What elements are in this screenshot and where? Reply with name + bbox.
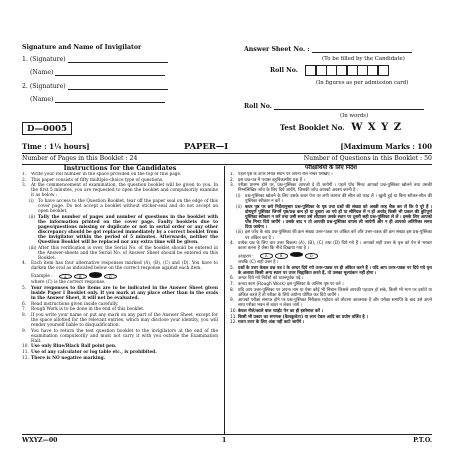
instruction-hi-item [230, 241, 432, 251]
instruction-hi-item-number: 2. [230, 177, 235, 183]
instruction-en-item-number: 8. [22, 312, 27, 318]
instruction-en-item-text: There is NO negative marking. [31, 355, 106, 361]
answer-sheet-note: (To be filled by the Candidate) [322, 56, 405, 62]
instruction-en-item [22, 215, 218, 245]
instructions-en-title: Instructions for the Candidates [63, 164, 177, 172]
instruction-hi-item-text: अन्दर दिये गये निर्देशों को ध्यानपूर्वक पढ़ें । [238, 276, 304, 282]
instruction-en-item-text: You have to return the test question booklet to the invigilators at the end of the examination compulsorily and must not carry it with you outside the Examination Hall. [31, 328, 218, 344]
instruction-en-item-text: Your responses to the items are to be indicated in the Answer Sheet given inside Paper I Booklet only. If you mark at any place other than in the ovals in the Answer Sheet, it will not be evaluated. [31, 285, 218, 301]
test-booklet-label: Test Booklet No. [280, 123, 345, 132]
instruction-hi-item-number: 3. [230, 183, 235, 189]
instruction-en-example-ovals [59, 272, 119, 280]
instruction-hi-item-text: उदाहरण : [238, 254, 254, 260]
instruction-hi-item-text: यदि आप उत्तर-पुस्तिका पर अपना नाम या ऐसा कोई भी निशान जिससे आपकी पहचान हो सके, किसी भी भाग पर दर्शाते या अंकित करते हैं तो परीक्षा के लिये अयोग्य घोषित कर दिये जायेंगे । [238, 287, 432, 298]
instruction-hi-item [230, 282, 432, 287]
roll-words-note: (In words) [340, 113, 369, 119]
test-booklet-row [280, 123, 402, 132]
instruction-en-item [22, 350, 218, 355]
instruction-hi-item-text: प्रत्येक प्रश्न के लिए चार उत्तर विकल्प (A), (B), (C) तथा (D) दिये गये हैं । आपको सही उत्तर के वृत्त को पेन से भरकर काला करना है जैसा कि नीचे दिखाया गया है । [238, 241, 432, 252]
instruction-hi-item-text: प्रश्नों के उत्तर केवल प्रश्न पत्र I के अन्दर दिये गये उत्तर-पत्रक पर ही अंकित करने हैं । यदि आप उत्तर-पत्रक पर दिये गये वृत्त के अलावा किसी अन्य स्थान पर उत्तर चिह्नांकित करते हैं, तो उसका मूल्यांकन नहीं होगा । [238, 265, 432, 276]
instruction-en-item-number: (iii) [29, 245, 37, 251]
roll-no-words-label: Roll No. [244, 103, 272, 110]
instruction-en-item-text: At the commencement of examination, the question booklet will be given to you. In the first 5 minutes, you are requested to open the booklet and compulsorily examine it as below : [31, 183, 218, 199]
instruction-en-item-number: 7. [22, 307, 27, 313]
instruction-hi-item [230, 266, 432, 276]
answer-sheet-line[interactable] [312, 52, 412, 53]
instruction-hi-item-text: किसी भी प्रकार का संगणक (कैलकुलेटर) या लाग टेबल आदि का प्रयोग वर्जित है । [238, 314, 368, 320]
instruction-hi-item-text: पहले पृष्ठ के ऊपर नियत स्थान पर अपना रोल नम्बर लिखिए । [238, 172, 333, 177]
instruction-hi-item [230, 183, 432, 193]
paper-code: D—0005 [27, 124, 67, 134]
instruction-en-item-number: 4. [22, 261, 27, 267]
name-2-label: (Name) [30, 96, 54, 103]
instruction-hi-item-text: कच्चा काम (Rough Work) इस पुस्तिका के अन्तिम पृष्ठ पर करें । [238, 281, 344, 287]
instruction-hi-item-number: 12. [230, 320, 237, 326]
answer-sheet-row [244, 46, 412, 53]
instruction-en-item-number: 1. [22, 172, 27, 177]
rule-top [22, 153, 432, 154]
instructions-en-list [22, 172, 218, 434]
instruction-hi-item-number: 7. [230, 281, 235, 287]
instruction-hi-item [230, 205, 432, 230]
instruction-en-item-text: If you write your name or put any mark on any part of the Answer Sheet, except for the space allotted for the relevant entries, which may disclose your identity, you will render yourself liable to disqualification. [31, 312, 218, 328]
roll-digit-box[interactable] [378, 65, 389, 76]
instructions-hi-title: परीक्षार्थियों के लिए निर्देश [305, 165, 357, 171]
instruction-en-item [22, 261, 218, 271]
instruction-hi-item-number: (ii) [236, 204, 242, 210]
footer-page-number: 1 [222, 437, 227, 444]
instruction-hi-item [230, 315, 432, 320]
instruction-en-item-text: Example : [31, 273, 53, 279]
exam-cover-page [22, 3, 432, 449]
instruction-hi-example-oval: D [305, 253, 318, 259]
instruction-en-item-text: Each item has four alternative responses marked (A), (B), (C) and (D). You have to darken the oval as indicated below on the correct response against each item. [31, 261, 218, 272]
instruction-en-item [22, 307, 218, 312]
instruction-hi-item [230, 320, 432, 325]
instruction-en-item-text: This paper consists of fifty multiple-choice type of questions. [31, 177, 164, 183]
instruction-en-item [22, 286, 218, 301]
instruction-en-item [22, 272, 218, 280]
name-2-line[interactable] [55, 102, 165, 103]
instruction-en-item-number: (i) [29, 199, 34, 205]
instruction-en-example-oval: B [74, 274, 87, 280]
name-1-label: (Name) [30, 69, 54, 76]
instruction-hi-item [230, 260, 432, 265]
instruction-hi-item-text: गलत उत्तर के लिए अंक नहीं काटे जायेंगे । [238, 320, 305, 326]
instruction-hi-item [230, 288, 432, 298]
roll-figures-note: (In figures as per admission card) [316, 80, 409, 86]
instruction-en-item [22, 246, 218, 261]
instruction-hi-item-number: 4. [230, 241, 235, 247]
instruction-hi-item [230, 230, 432, 240]
instruction-hi-item [230, 276, 432, 281]
instruction-en-item [22, 329, 218, 344]
max-marks-label: [Maximum Marks : 100 [340, 142, 432, 151]
instruction-en-example-oval: D [104, 274, 117, 280]
footer-rule [22, 434, 432, 435]
instruction-hi-item [230, 309, 432, 314]
instruction-hi-item-number: 6. [230, 276, 235, 282]
roll-no-words-line[interactable] [274, 109, 424, 110]
instruction-hi-example-oval: B [275, 253, 288, 259]
instruction-hi-item-number: 9. [230, 298, 235, 304]
signature-1-line[interactable] [68, 62, 168, 63]
instruction-en-example-oval [89, 272, 102, 278]
instruction-en-item-number: 6. [22, 301, 27, 307]
roll-no-boxes[interactable] [306, 65, 389, 76]
instruction-en-item-text: where (C) is the correct response. [31, 280, 106, 286]
instruction-en-item-number: (ii) [29, 214, 36, 220]
instruction-en-item [22, 199, 218, 214]
instruction-en-item-number: 11. [22, 349, 29, 355]
instruction-en-item-text: Write your roll number in the space provided on the top of this page. [31, 172, 182, 177]
instruction-en-item [22, 356, 218, 361]
instruction-hi-item-number: (i) [236, 193, 241, 199]
instruction-hi-item-number: (iii) [236, 230, 243, 236]
instruction-hi-item [230, 298, 432, 308]
name-1-line[interactable] [55, 75, 165, 76]
time-label: Time : 1¼ hours] [22, 142, 90, 151]
instructions-hi-list [230, 172, 432, 434]
instruction-en-item-text: Use only Blue/Black Ball point pen. [31, 344, 117, 350]
signature-1-label: 1. (Signature) [22, 56, 66, 63]
instruction-en-item-text: Tally the number of pages and number of questions in the booklet with the information printed on the cover page. Faulty booklets due to pages/questions missing or duplicate or not in serial order or any other discrepancy should be got replaced immediately by a correct booklet from the invigilator within the period of 5 minutes. Afterwards, neither the Question Booklet will be replaced nor any extra time will be given. [38, 214, 218, 245]
instruction-hi-item-text: परीक्षा प्रारम्भ होने पर, प्रश्न-पुस्तिका आपको दे दी जायेगी । पहले पाँच मिनट आपको प्रश्न-पुस्तिका खोलने तथा उसकी निम्नलिखित जाँच के लिए दिये जायेंगे, जिसकी जाँच आपको अवश्य करनी है : [238, 183, 432, 194]
instruction-hi-item-text: कवर पृष्ठ पर छपे निर्देशानुसार प्रश्न-पुस्तिका के पृष्ठ तथा प्रश्नों की संख्या को अच्छी तरह चैक कर लें कि ये पूरे हैं । दोषपूर्ण पुस्तिका जिनमें पृष्ठ/प्रश्न कम हों या दुबारा आ गये हों या सीरियल में न हों अर्थात् किसी भी प्रकार की त्रुटिपूर्ण पुस्तिका स्वीकार न करें तथा उसी समय उसे लौटाकर उसके स्थान पर दूसरी सही प्रश्न-पुस्तिका ले लें । इसके लिए आपको पाँच मिनट दिये जायेंगे । उसके बाद न तो आपकी प्रश्न-पुस्तिका वापस ली जायेगी और न ही आपको अतिरिक्त समय दिया जायेगा । [245, 204, 432, 230]
instruction-en-item-text: Use of any calculator or log table etc., is prohibited. [31, 349, 157, 355]
column-divider [224, 166, 225, 434]
instruction-en-item [22, 313, 218, 328]
instruction-hi-item-number: 8. [230, 287, 235, 293]
instruction-hi-item-number: 5. [230, 265, 235, 271]
answer-sheet-label: Answer Sheet No. : [244, 46, 310, 53]
instruction-en-item-number: 10. [22, 344, 29, 350]
instruction-hi-item [230, 172, 432, 177]
questions-count: Number of Questions in this Booklet : 50 [303, 155, 432, 162]
instruction-hi-item [230, 178, 432, 183]
roll-no-figures-row [270, 65, 389, 76]
pages-count: Number of Pages in this Booklet : 24 [22, 155, 138, 162]
instruction-en-item-text: To have access to the Question Booklet, tear off the paper seal on the edge of this cover page. Do not accept a booklet without sticker-seal and do not accept an open booklet. [38, 199, 218, 215]
instruction-hi-item-text: इस जाँच के बाद प्रश्न-पुस्तिका की क्रम संख्या उत्तर-पत्रक पर अंकित करें और उत्तर-पत्रक की क्रम संख्या इस प्रश्न-पुस्तिका पर अंकित कर दें । [245, 230, 432, 241]
instruction-hi-item-number: 10. [230, 308, 237, 314]
instruction-hi-item-text: आपको परीक्षा समाप्त होने पर प्रश्न-पुस्तिका निरीक्षक महोदय को लौटाना आवश्यक है और परीक्षा समाप्ति के बाद उसे अपने साथ परीक्षा भवन से बाहर न लेकर जायें । [238, 298, 432, 309]
instruction-hi-item-text: जबकि (C) सही उत्तर है । [238, 260, 279, 265]
instruction-hi-example-ovals [260, 252, 320, 260]
roll-no-words-row [244, 103, 424, 110]
instruction-en-item [22, 183, 218, 198]
instruction-hi-item [230, 252, 432, 260]
instruction-en-item-number: 5. [22, 285, 27, 291]
instruction-hi-item-text: केवल नीले/काले बाल प्वाईंट पेन का ही इस्तेमाल करें । [238, 308, 324, 314]
instruction-en-item-text: Rough Work is to be done in the end of this booklet. [31, 307, 145, 313]
instruction-en-item [22, 344, 218, 349]
instruction-hi-item [230, 194, 432, 204]
paper-label: PAPER—I [184, 141, 229, 151]
test-booklet-value: W X Y Z [351, 122, 403, 133]
instruction-hi-example-oval [290, 252, 303, 258]
instruction-en-item-number: 9. [22, 328, 27, 334]
instruction-en-item-number: 12. [22, 355, 29, 361]
instruction-hi-item-number: 1. [230, 172, 235, 177]
footer-code: WXYZ—00 [22, 437, 58, 444]
signature-2-label: 2. (Signature) [22, 83, 66, 90]
instruction-en-example-oval: A [59, 274, 72, 280]
instruction-en-item [22, 172, 218, 177]
instruction-en-item-number: 2. [22, 177, 27, 183]
instruction-en-item-text: After this verification is over, the Serial No. of the booklet should be entered in the Answer-sheets and the Serial No. of Answer Sheet should be entered on this Booklet. [38, 245, 218, 261]
instruction-hi-item-text: इस प्रश्न-पत्र में पचास बहुविकल्पीय प्रश्न हैं । [238, 177, 305, 183]
footer-pto: P.T.O. [413, 437, 432, 444]
paper-code-box [22, 122, 72, 135]
instruction-en-item [22, 280, 218, 285]
roll-no-label: Roll No. [270, 67, 298, 74]
instruction-en-item-text: Read instructions given inside carefully. [31, 301, 119, 307]
instruction-en-item [22, 178, 218, 183]
instruction-en-item [22, 302, 218, 307]
instruction-hi-example-oval: A [260, 253, 273, 259]
invigilator-title: Signature and Name of Invigilator [22, 44, 142, 51]
instruction-en-item-number: 3. [22, 183, 27, 189]
signature-2-line[interactable] [68, 89, 168, 90]
instruction-hi-item-number: 11. [230, 314, 237, 320]
instruction-hi-item-text: प्रश्न-पुस्तिका खोलने के लिए उसके कवर पेज पर लगी कागज की सील को फाड़ लें । खुली हुई या बिना स्टीकर-सील की पुस्तिका स्वीकार न करें । [245, 193, 432, 205]
